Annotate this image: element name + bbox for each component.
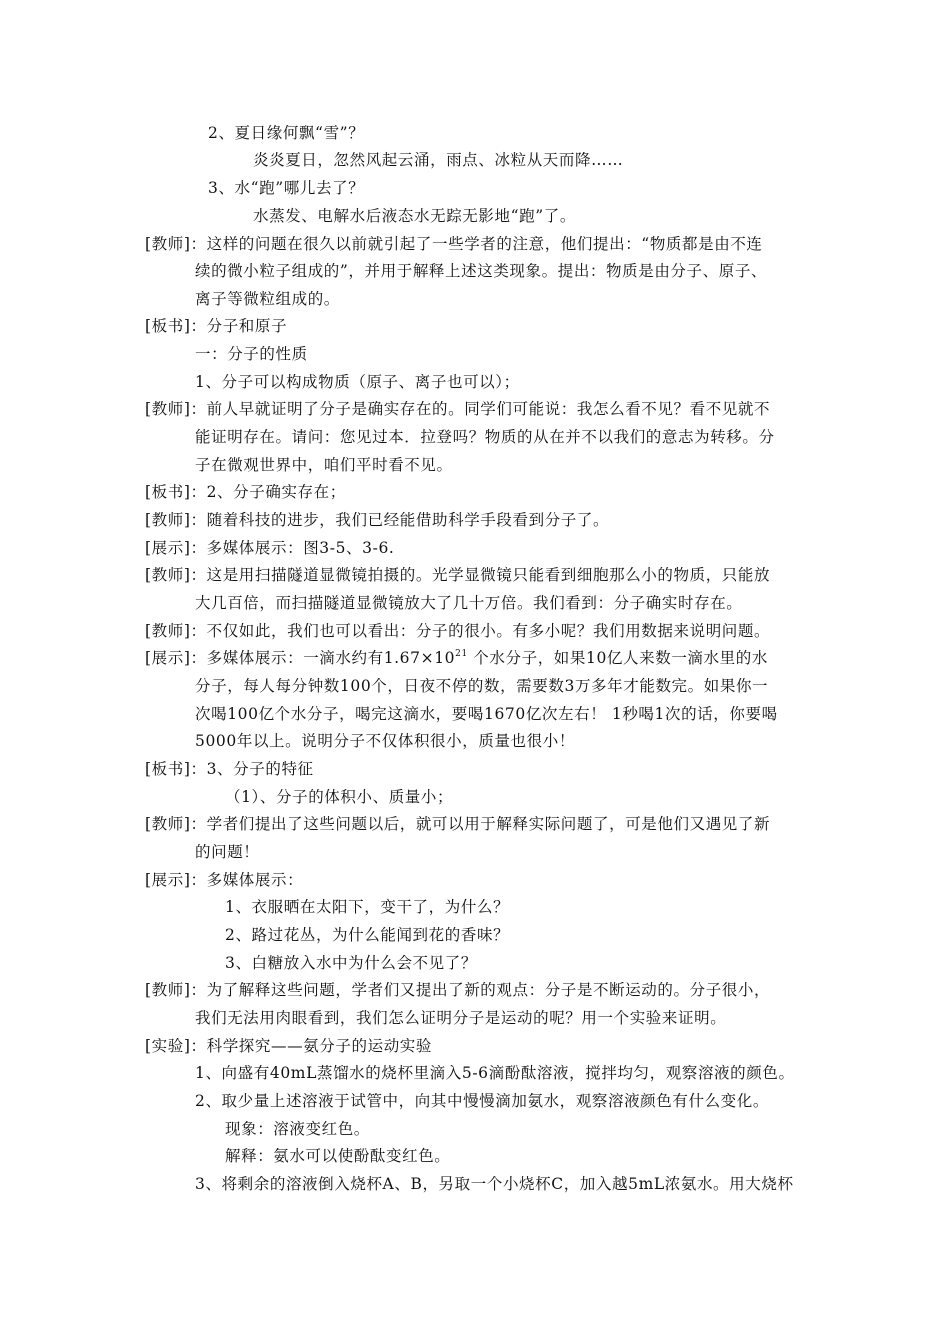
text-line: 一：分子的性质 — [195, 345, 308, 363]
text-line: 5000年以上。说明分子不仅体积很小，质量也很小！ — [195, 732, 575, 750]
text-line: [板书]：2、分子确实存在； — [145, 483, 346, 501]
text-line: 我们无法用肉眼看到，我们怎么证明分子是运动的呢？用一个实验来证明。 — [195, 1009, 727, 1027]
text-line — [145, 648, 768, 668]
text-line: 水蒸发、电解水后液态水无踪无影地“跑”了。 — [253, 207, 576, 225]
text-line: 炎炎夏日，忽然风起云涌，雨点、冰粒从天而降…… — [253, 151, 624, 169]
text-run: [展示]：多媒体展示：一滴水约有1.67×10 — [145, 649, 456, 667]
text-line: （1）、分子的体积小、质量小； — [225, 788, 454, 806]
text-line: 能证明存在。请问：您见过本．拉登吗？物质的从在并不以我们的意志为转移。分 — [195, 428, 775, 446]
text-line: [板书]：3、分子的特征 — [145, 760, 314, 778]
text-line: 大几百倍，而扫描隧道显微镜放大了几十万倍。我们看到：分子确实时存在。 — [195, 594, 743, 612]
text-line: 2、路过花丛，为什么能闻到花的香味？ — [225, 926, 510, 944]
text-line: 解释：氨水可以使酚酞变红色。 — [225, 1147, 451, 1165]
superscript: 21 — [455, 648, 468, 659]
text-line: 1、分子可以构成物质（原子、离子也可以）； — [195, 373, 520, 391]
text-line: 分子，每人每分钟数100个，日夜不停的数，需要数3万多年才能数完。如果你一 — [195, 677, 769, 695]
text-line: [教师]：不仅如此，我们也可以看出：分子的很小。有多小呢？我们用数据来说明问题。 — [145, 622, 771, 640]
text-line: 离子等微粒组成的。 — [195, 290, 340, 308]
text-line: [教师]：前人早就证明了分子是确实存在的。同学们可能说：我怎么看不见？看不见就不 — [145, 400, 771, 418]
text-line: 1、衣服晒在太阳下，变干了，为什么？ — [225, 898, 510, 916]
text-line: 2、取少量上述溶液于试管中，向其中慢慢滴加氨水，观察溶液颜色有什么变化。 — [195, 1092, 769, 1110]
text-line: 1、向盛有40mL蒸馏水的烧杯里滴入5-6滴酚酞溶液，搅拌均匀，观察溶液的颜色。 — [195, 1064, 795, 1082]
text-line: 3、白糖放入水中为什么会不见了？ — [225, 954, 477, 972]
text-line: 3、水“跑”哪儿去了？ — [208, 179, 365, 197]
text-run: 个水分子，如果10亿人来数一滴水里的水 — [467, 649, 768, 667]
text-line: 现象：溶液变红色。 — [225, 1120, 370, 1138]
text-line: [实验]：科学探究——氨分子的运动实验 — [145, 1037, 432, 1055]
text-line: [教师]：随着科技的进步，我们已经能借助科学手段看到分子了。 — [145, 511, 610, 529]
text-line: 续的微小粒子组成的”，并用于解释上述这类现象。提出：物质是由分子、原子、 — [195, 262, 768, 280]
text-line: 3、将剩余的溶液倒入烧杯A、B，另取一个小烧杯C，加入越5mL浓氨水。用大烧杯 — [195, 1175, 794, 1193]
text-line: 子在微观世界中，咱们平时看不见。 — [195, 456, 453, 474]
text-line: 的问题！ — [195, 843, 260, 861]
text-line: [板书]：分子和原子 — [145, 317, 288, 335]
text-line: [教师]：为了解释这些问题，学者们又提出了新的观点：分子是不断运动的。分子很小， — [145, 981, 771, 999]
text-line: 2、夏日缘何飘“雪”？ — [208, 124, 365, 142]
text-line: [教师]：这是用扫描隧道显微镜拍摄的。光学显微镜只能看到细胞那么小的物质，只能放 — [145, 566, 771, 584]
text-line: [展示]：多媒体展示： — [145, 871, 304, 889]
text-line: [展示]：多媒体展示：图3-5、3-6. — [145, 539, 395, 557]
text-line: 次喝100亿个水分子，喝完这滴水，要喝1670亿次左右！ 1秒喝1次的话，你要喝 — [195, 705, 778, 723]
text-line: [教师]：学者们提出了这些问题以后，就可以用于解释实际问题了，可是他们又遇见了新 — [145, 815, 771, 833]
text-line: [教师]：这样的问题在很久以前就引起了一些学者的注意，他们提出：“物质都是由不连 — [145, 235, 763, 253]
